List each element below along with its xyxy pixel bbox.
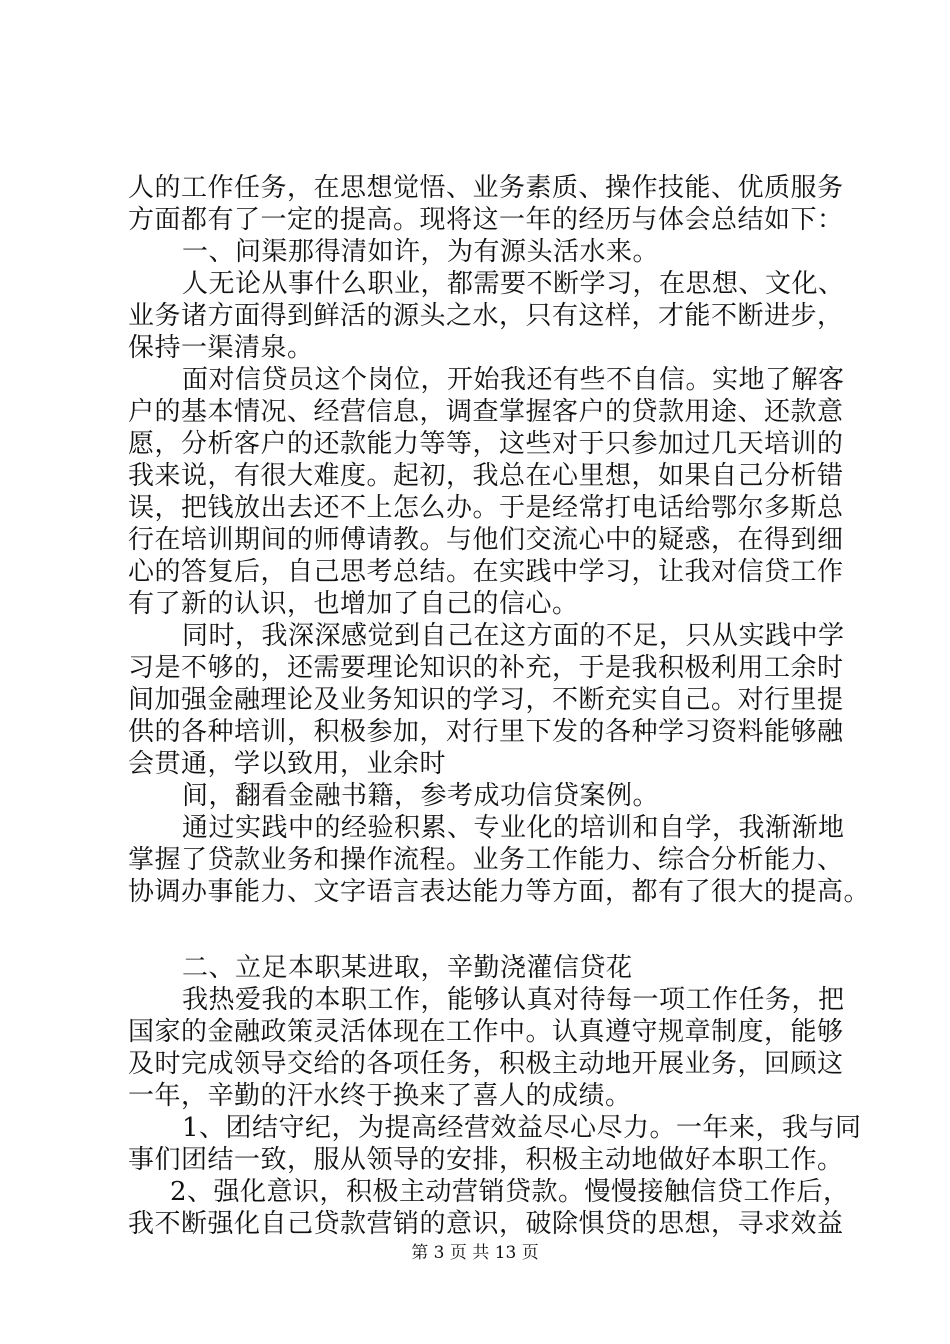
text-line: 愿，分析客户的还款能力等等，这些对于只参加过几天培训的 — [128, 429, 844, 459]
text-line: 误，把钱放出去还不上怎么办。于是经常打电话给鄂尔多斯总 — [128, 493, 844, 523]
text-line: 人的工作任务，在思想觉悟、业务素质、操作技能、优质服务 — [128, 173, 844, 203]
text-line: 掌握了贷款业务和操作流程。业务工作能力、综合分析能力、 — [128, 845, 844, 875]
text-line: 协调办事能力、文字语言表达能力等方面，都有了很大的提高。 — [128, 877, 871, 907]
text-line: 及时完成领导交给的各项任务，积极主动地开展业务，回顾这 — [128, 1049, 844, 1079]
text-line: 二、立足本职某进取，辛勤浇灌信贷花 — [182, 953, 633, 983]
text-line: 有了新的认识，也增加了自己的信心。 — [128, 589, 579, 619]
text-line: 一、问渠那得清如许，为有源头活水来。 — [182, 237, 660, 267]
text-line: 业务诸方面得到鲜活的源头之水，只有这样，才能不断进步， — [128, 301, 844, 331]
text-line: 供的各种培训，积极参加，对行里下发的各种学习资料能够融 — [128, 717, 844, 747]
text-line: 我热爱我的本职工作，能够认真对待每一项工作任务，把 — [182, 985, 845, 1015]
text-line: 国家的金融政策灵活体现在工作中。认真遵守规章制度，能够 — [128, 1017, 844, 1047]
text-line: 一年，辛勤的汗水终于换来了喜人的成绩。 — [128, 1081, 632, 1111]
text-line: 户的基本情况、经营信息，调查掌握客户的贷款用途、还款意 — [128, 397, 844, 427]
page-footer: 第 3 页 共 13 页 — [411, 1243, 539, 1263]
text-line: 1、团结守纪，为提高经营效益尽心尽力。一年来，我与同 — [182, 1113, 862, 1143]
text-line: 心的答复后，自己思考总结。在实践中学习，让我对信贷工作 — [128, 557, 844, 587]
text-line: 行在培训期间的师傅请教。与他们交流心中的疑惑，在得到细 — [128, 525, 844, 555]
text-line: 间加强金融理论及业务知识的学习，不断充实自己。对行里提 — [128, 685, 844, 715]
section-two — [128, 952, 862, 1240]
text-line: 方面都有了一定的提高。现将这一年的经历与体会总结如下： — [128, 205, 844, 235]
text-line: 事们团结一致，服从领导的安排，积极主动地做好本职工作。 — [128, 1145, 844, 1175]
text-line: 同时，我深深感觉到自己在这方面的不足，只从实践中学 — [182, 621, 845, 651]
paragraph-gap — [128, 908, 858, 952]
text-line: 通过实践中的经验积累、专业化的培训和自学，我渐渐地 — [182, 813, 845, 843]
text-line: 我不断强化自己贷款营销的意识，破除惧贷的思想，寻求效益 — [128, 1209, 844, 1239]
text-line: 我来说，有很大难度。起初，我总在心里想，如果自己分析错 — [128, 461, 844, 491]
text-line: 间，翻看金融书籍，参考成功信贷案例。 — [182, 781, 660, 811]
text-line: 会贯通，学以致用，业余时 — [128, 749, 447, 779]
document-body — [128, 172, 871, 1240]
text-line: 保持一渠清泉。 — [128, 333, 314, 363]
section-one — [128, 172, 871, 908]
text-line: 面对信贷员这个岗位，开始我还有些不自信。实地了解客 — [182, 365, 845, 395]
text-line: 习是不够的，还需要理论知识的补充，于是我积极利用工余时 — [128, 653, 844, 683]
text-line: 2、强化意识，积极主动营销贷款。慢慢接触信贷工作后， — [170, 1177, 850, 1207]
text-line: 人无论从事什么职业，都需要不断学习，在思想、文化、 — [182, 269, 845, 299]
